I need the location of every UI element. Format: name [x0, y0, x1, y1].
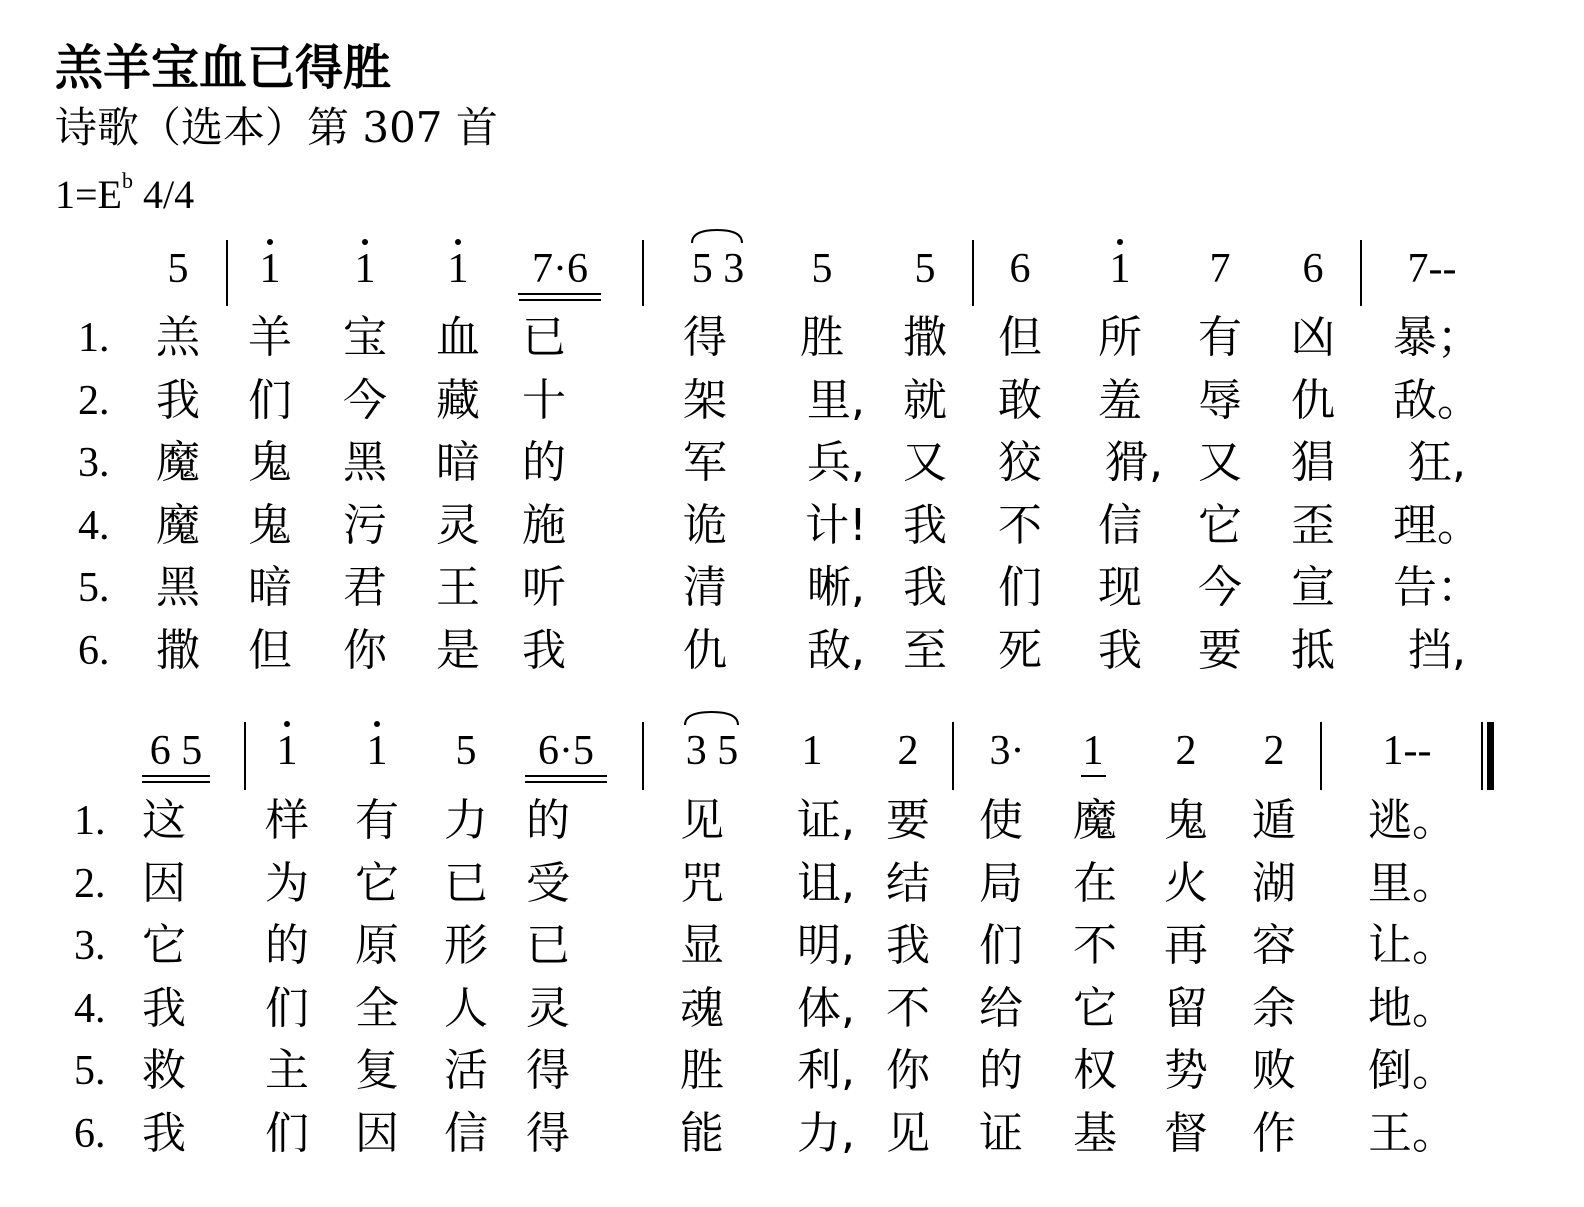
lyric-syllable: 鬼	[1164, 795, 1208, 846]
lyric-syllable: 鬼	[248, 499, 292, 551]
note: 5	[914, 246, 936, 292]
eighth-beam	[518, 293, 600, 295]
lyric-syllable: 灵	[526, 982, 570, 1034]
lyric-syllable: 我	[142, 982, 186, 1034]
lyric-syllable: 权	[1073, 1045, 1117, 1096]
lyric-syllable: 利,	[797, 1045, 855, 1096]
lyric-syllable: 们	[998, 562, 1042, 613]
lyric-syllable: 给	[979, 982, 1023, 1034]
lyric-syllable: 主	[265, 1045, 309, 1096]
lyric-syllable: 听	[522, 562, 566, 613]
lyric-syllable: 是	[436, 624, 480, 676]
note: 5 3	[691, 246, 745, 292]
lyric-syllable: 使	[979, 795, 1023, 846]
lyric-syllable: 敌。	[1393, 374, 1481, 426]
high-octave-dot	[374, 721, 380, 727]
lyric-syllable: 就	[903, 374, 947, 426]
lyric-syllable: 得	[526, 1045, 570, 1096]
lyric-syllable: 力,	[797, 1107, 855, 1159]
lyric-syllable: 得	[683, 312, 727, 363]
bar-line	[226, 240, 228, 306]
lyric-syllable: 我	[156, 374, 200, 426]
verse-number: 5.	[78, 565, 110, 611]
lyric-syllable: 能	[680, 1107, 724, 1159]
lyric-syllable: 又	[903, 437, 947, 488]
note: 1	[1082, 728, 1104, 774]
lyric-syllable: 咒	[680, 857, 724, 909]
lyric-syllable: 但	[998, 312, 1042, 363]
lyric-syllable: 诡	[683, 499, 727, 551]
lyric-syllable: 地。	[1368, 982, 1456, 1034]
song-title: 羔羊宝血已得胜	[55, 40, 392, 96]
final-bar-thick	[1487, 722, 1494, 790]
lyric-syllable: 局	[979, 857, 1023, 909]
lyric-syllable: 体,	[797, 982, 855, 1034]
high-octave-dot	[267, 239, 273, 245]
lyric-syllable: 活	[444, 1045, 488, 1096]
lyric-syllable: 湖	[1252, 857, 1296, 909]
meter: 4/4	[143, 172, 195, 217]
note: 5	[455, 728, 477, 774]
note: 5	[811, 246, 833, 292]
note: 1	[1109, 246, 1131, 292]
lyric-syllable: 宝	[343, 312, 387, 363]
lyric-syllable: 火	[1164, 857, 1208, 909]
note: 2	[1263, 728, 1285, 774]
lyric-syllable: 仇	[1291, 374, 1335, 426]
lyric-syllable: 暗	[436, 437, 480, 488]
lyric-syllable: 们	[265, 1107, 309, 1159]
note: 6·5	[538, 728, 594, 774]
lyric-syllable: 你	[886, 1045, 930, 1096]
lyric-syllable: 辱	[1198, 374, 1242, 426]
note: 1	[801, 728, 823, 774]
lyric-syllable: 兵,	[807, 437, 865, 488]
lyric-syllable: 全	[355, 982, 399, 1034]
lyric-syllable: 我	[522, 624, 566, 676]
lyric-syllable: 又	[1198, 437, 1242, 488]
lyric-syllable: 架	[683, 374, 727, 426]
lyric-syllable: 证,	[797, 795, 855, 846]
verse-number: 6.	[78, 627, 110, 674]
lyric-syllable: 为	[265, 857, 309, 909]
lyric-syllable: 王	[436, 562, 480, 613]
high-octave-dot	[1117, 239, 1123, 245]
bar-line	[642, 722, 644, 790]
final-bar-thin	[1481, 722, 1483, 790]
lyric-syllable: 救	[142, 1045, 186, 1096]
lyric-syllable: 的	[522, 437, 566, 488]
bar-line	[972, 240, 974, 306]
lyric-syllable: 因	[355, 1107, 399, 1159]
verse-number: 4.	[78, 502, 110, 549]
lyric-syllable: 计!	[805, 499, 867, 551]
lyric-syllable: 君	[343, 562, 387, 613]
lyric-syllable: 再	[1164, 920, 1208, 971]
lyric-syllable: 晰,	[807, 562, 865, 613]
lyric-syllable: 它	[1198, 499, 1242, 551]
lyric-syllable: 魂	[680, 982, 724, 1034]
lyric-syllable: 今	[343, 374, 387, 426]
lyric-syllable: 要	[1198, 624, 1242, 676]
lyric-syllable: 遁	[1252, 795, 1296, 846]
lyric-syllable: 挡,	[1408, 624, 1466, 676]
bar-line	[642, 240, 644, 306]
lyric-syllable: 们	[979, 920, 1023, 971]
lyric-syllable: 但	[248, 624, 292, 676]
lyric-syllable: 藏	[436, 374, 480, 426]
lyric-syllable: 十	[522, 374, 566, 426]
lyric-syllable: 信	[444, 1107, 488, 1159]
lyric-syllable: 容	[1252, 920, 1296, 971]
lyric-syllable: 黑	[343, 437, 387, 488]
lyric-syllable: 污	[343, 499, 387, 551]
lyric-syllable: 败	[1252, 1045, 1296, 1096]
note: 1	[447, 246, 469, 292]
lyric-syllable: 督	[1164, 1107, 1208, 1159]
note: 3 5	[685, 728, 739, 774]
lyric-syllable: 倒。	[1368, 1045, 1456, 1096]
bar-line	[1360, 240, 1362, 306]
note: 6	[1302, 246, 1324, 292]
lyric-syllable: 显	[680, 920, 724, 971]
lyric-syllable: 势	[1164, 1045, 1208, 1096]
lyric-syllable: 今	[1198, 562, 1242, 613]
lyric-syllable: 魔	[156, 499, 200, 551]
lyric-syllable: 王。	[1368, 1107, 1456, 1159]
lyric-syllable: 证	[979, 1107, 1023, 1159]
lyric-syllable: 的	[526, 795, 570, 846]
lyric-syllable: 们	[265, 982, 309, 1034]
lyric-syllable: 清	[683, 562, 727, 613]
lyric-syllable: 结	[886, 857, 930, 909]
lyric-syllable: 魔	[156, 437, 200, 488]
lyric-syllable: 基	[1073, 1107, 1117, 1159]
lyric-syllable: 敌,	[807, 624, 865, 676]
lyric-syllable: 受	[526, 857, 570, 909]
lyric-syllable: 撒	[156, 624, 200, 676]
lyric-syllable: 复	[355, 1045, 399, 1096]
sixteenth-beam	[519, 299, 601, 301]
lyric-syllable: 它	[142, 920, 186, 971]
lyric-syllable: 我	[142, 1107, 186, 1159]
lyric-syllable: 我	[903, 562, 947, 613]
lyric-syllable: 见	[886, 1107, 930, 1159]
note: 2	[1175, 728, 1197, 774]
lyric-syllable: 让。	[1368, 920, 1456, 971]
lyric-syllable: 抵	[1291, 624, 1335, 676]
lyric-syllable: 它	[355, 857, 399, 909]
lyric-syllable: 猖	[1291, 437, 1335, 488]
verse-number: 1.	[74, 798, 106, 844]
lyric-syllable: 它	[1073, 982, 1117, 1034]
lyric-syllable: 我	[886, 920, 930, 971]
verse-number: 6.	[74, 1110, 106, 1157]
note: 1--	[1382, 728, 1432, 774]
lyric-syllable: 有	[1198, 312, 1242, 363]
lyric-syllable: 的	[265, 920, 309, 971]
lyric-syllable: 在	[1073, 857, 1117, 909]
note: 2	[897, 728, 919, 774]
lyric-syllable: 胜	[800, 312, 844, 363]
note: 6	[1009, 246, 1031, 292]
note: 3·	[989, 728, 1025, 774]
lyric-syllable: 鬼	[248, 437, 292, 488]
eighth-beam	[1081, 775, 1106, 777]
note: 7·6	[532, 246, 588, 292]
lyric-syllable: 至	[903, 624, 947, 676]
lyric-syllable: 死	[998, 624, 1042, 676]
lyric-syllable: 得	[526, 1107, 570, 1159]
lyric-syllable: 凶	[1291, 312, 1335, 363]
lyric-syllable: 见	[680, 795, 724, 846]
verse-number: 2.	[78, 377, 110, 424]
lyric-syllable: 余	[1252, 982, 1296, 1034]
lyric-syllable: 里,	[807, 374, 865, 426]
lyric-syllable: 血	[436, 312, 480, 363]
lyric-syllable: 你	[343, 624, 387, 676]
note: 5	[167, 246, 189, 292]
verse-number: 4.	[74, 985, 106, 1032]
key-flat: b	[122, 168, 133, 193]
lyric-syllable: 现	[1098, 562, 1142, 613]
verse-number: 3.	[78, 440, 110, 486]
lyric-syllable: 魔	[1073, 795, 1117, 846]
hymnal-reference: 诗歌（选本）第 307 首	[55, 103, 498, 152]
lyric-syllable: 们	[248, 374, 292, 426]
note: 6 5	[149, 728, 203, 774]
lyric-syllable: 已	[526, 920, 570, 971]
note: 7	[1209, 246, 1231, 292]
lyric-syllable: 我	[903, 499, 947, 551]
verse-number: 1.	[78, 315, 110, 361]
lyric-syllable: 力	[444, 795, 488, 846]
bar-line	[1320, 722, 1322, 790]
lyric-syllable: 人	[444, 982, 488, 1034]
lyric-syllable: 不	[886, 982, 930, 1034]
tie-arc	[690, 227, 744, 247]
lyric-syllable: 作	[1252, 1107, 1296, 1159]
lyric-syllable: 要	[886, 795, 930, 846]
sixteenth-beam	[525, 775, 607, 777]
verse-number: 5.	[74, 1048, 106, 1094]
lyric-syllable: 黑	[156, 562, 200, 613]
lyric-syllable: 不	[998, 499, 1042, 551]
verse-number: 2.	[74, 860, 106, 907]
lyric-syllable: 告：	[1393, 562, 1481, 613]
lyric-syllable: 军	[683, 437, 727, 488]
lyric-syllable: 撒	[903, 312, 947, 363]
lyric-syllable: 逃。	[1368, 795, 1456, 846]
lyric-syllable: 狂,	[1408, 437, 1466, 488]
key-signature	[55, 157, 194, 219]
lyric-syllable: 原	[355, 920, 399, 971]
lyric-syllable: 敢	[998, 374, 1042, 426]
lyric-syllable: 已	[522, 312, 566, 363]
high-octave-dot	[362, 239, 368, 245]
bar-line	[952, 722, 954, 790]
note: 1	[354, 246, 376, 292]
lyric-syllable: 有	[355, 795, 399, 846]
lyric-syllable: 歪	[1291, 499, 1335, 551]
note: 1	[366, 728, 388, 774]
lyric-syllable: 羞	[1098, 374, 1142, 426]
note: 1	[276, 728, 298, 774]
lyric-syllable: 已	[444, 857, 488, 909]
lyric-syllable: 施	[522, 499, 566, 551]
lyric-syllable: 信	[1098, 499, 1142, 551]
lyric-syllable: 宣	[1291, 562, 1335, 613]
lyric-syllable: 诅,	[797, 857, 855, 909]
key-prefix: 1=E	[55, 172, 122, 217]
high-octave-dot	[455, 239, 461, 245]
lyric-syllable: 理。	[1393, 499, 1481, 551]
lyric-syllable: 我	[1098, 624, 1142, 676]
lyric-syllable: 因	[142, 857, 186, 909]
verse-number: 3.	[74, 923, 106, 969]
lyric-syllable: 所	[1098, 312, 1142, 363]
lyric-syllable: 里。	[1368, 857, 1456, 909]
bar-line	[244, 722, 246, 790]
lyric-syllable: 形	[444, 920, 488, 971]
lyric-syllable: 狡	[998, 437, 1042, 488]
lyric-syllable: 仇	[683, 624, 727, 676]
lyric-syllable: 的	[979, 1045, 1023, 1096]
sixteenth-beam	[142, 781, 210, 783]
sixteenth-beam	[525, 781, 607, 783]
lyric-syllable: 留	[1164, 982, 1208, 1034]
lyric-syllable: 猾,	[1105, 437, 1163, 488]
tie-arc	[683, 709, 740, 729]
lyric-syllable: 暴；	[1393, 312, 1481, 363]
lyric-syllable: 灵	[436, 499, 480, 551]
lyric-syllable: 羔	[156, 312, 200, 363]
lyric-syllable: 这	[142, 795, 186, 846]
high-octave-dot	[284, 721, 290, 727]
lyric-syllable: 胜	[680, 1045, 724, 1096]
note: 7--	[1407, 246, 1457, 292]
lyric-syllable: 样	[265, 795, 309, 846]
lyric-syllable: 暗	[248, 562, 292, 613]
lyric-syllable: 羊	[248, 312, 292, 363]
note: 1	[259, 246, 281, 292]
lyric-syllable: 不	[1073, 920, 1117, 971]
lyric-syllable: 明,	[797, 920, 855, 971]
sixteenth-beam	[142, 775, 210, 777]
